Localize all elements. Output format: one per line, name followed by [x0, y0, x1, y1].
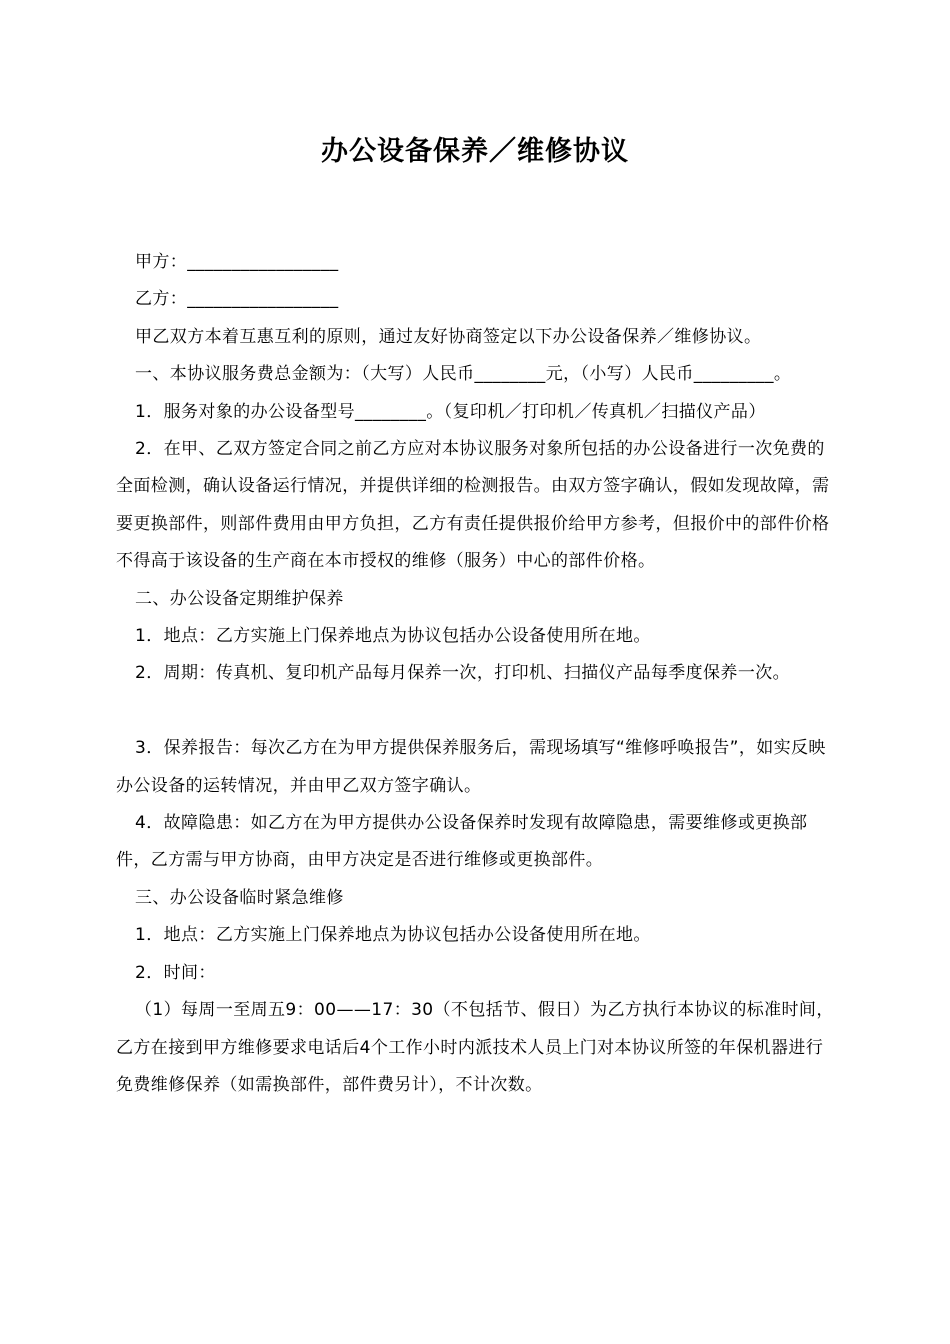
- clause-1-2-paragraph: 2．在甲、乙双方签定合同之前乙方应对本协议服务对象所包括的办公设备进行一次免费的全面检测，确认设备运行情况，并提供详细的检测报告。由双方签字确认，假如发现故障，需要更换部件，则部件费用由甲方负担，乙方有责任提供报价给甲方参考，但报价中的部件价格不得高于该设备的生产商在本市授权的维修（服务）中心的部件价格。: [116, 439, 830, 572]
- preamble-paragraph: 甲乙双方本着互惠互利的原则，通过友好协商签定以下办公设备保养／维修协议。: [135, 326, 762, 347]
- clause-2-3-paragraph: 3．保养报告：每次乙方在为甲方提供保养服务后，需现场填写“维修呼唤报告”，如实反映办公设备的运转情况，并由甲乙双方签字确认。: [116, 738, 826, 796]
- document-title: 办公设备保养／维修协议: [321, 136, 629, 167]
- clause-2-4-paragraph: 4．故障隐患：如乙方在为甲方提供办公设备保养时发现有故障隐患，需要维修或更换部件，乙方需与甲方协商，由甲方决定是否进行维修或更换部件。: [116, 813, 808, 871]
- clause-3-2-1-paragraph: （1）每周一至周五9：00——17：30（不包括节、假日）为乙方执行本协议的标准时间，乙方在接到甲方维修要求电话后4个工作小时内派技术人员上门对本协议所签的年保机器进行免费维修保养（如需换部件，部件费另计），不计次数。: [116, 1000, 834, 1095]
- clause-3-1-paragraph: 1．地点：乙方实施上门保养地点为协议包括办公设备使用所在地。: [135, 925, 651, 946]
- section-2-heading: 二、办公设备定期维护保养: [135, 588, 344, 609]
- section-1-fee-paragraph: 一、本协议服务费总金额为：（大写）人民币________元，（小写）人民币_________。: [135, 364, 792, 385]
- clause-2-2-paragraph: 2．周期：传真机、复印机产品每月保养一次，打印机、扫描仪产品每季度保养一次。: [135, 663, 791, 684]
- blank-line: [116, 693, 840, 730]
- party-a-line: 甲方：_________________: [135, 252, 339, 272]
- document-body: [116, 244, 840, 1104]
- clause-3-2-paragraph: 2．时间：: [135, 962, 216, 983]
- clause-1-1-paragraph: 1．服务对象的办公设备型号________。（复印机／打印机／传真机／扫描仪产品）: [135, 401, 766, 422]
- clause-2-1-paragraph: 1．地点：乙方实施上门保养地点为协议包括办公设备使用所在地。: [135, 626, 651, 647]
- section-3-heading: 三、办公设备临时紧急维修: [135, 887, 344, 908]
- party-b-line: 乙方：_________________: [135, 289, 339, 310]
